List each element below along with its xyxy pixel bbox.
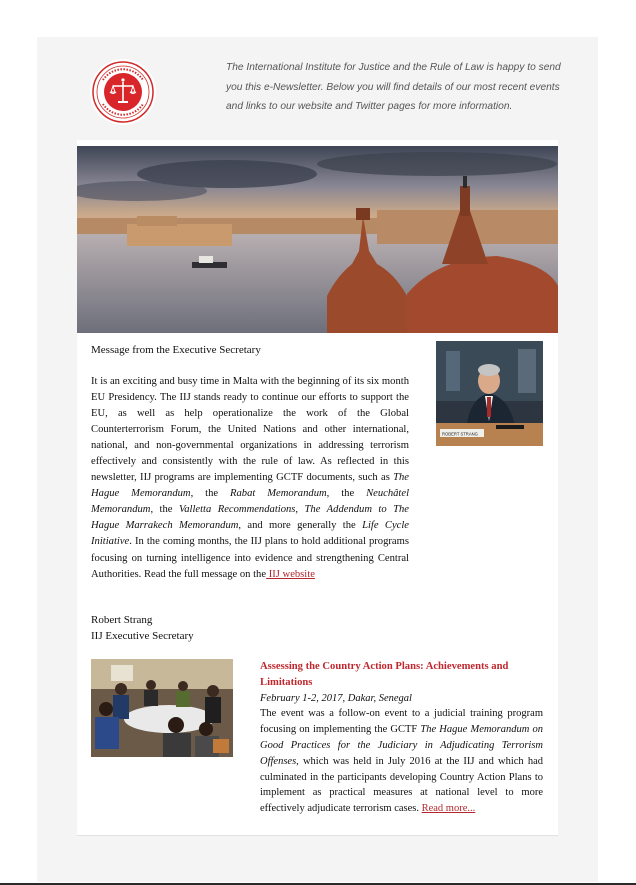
signature <box>91 612 194 644</box>
iij-website-link[interactable]: IIJ website <box>266 568 315 580</box>
doc-hague-memorandum: The Hague Memorandum <box>91 472 409 500</box>
message-sep-5: , and more generally the <box>238 520 363 532</box>
message-sep-2: , the <box>326 488 367 500</box>
doc-addendum-marrakech: The Addendum to The Hague Marrakech Memorandum <box>91 504 410 532</box>
executive-secretary-photo <box>436 341 543 446</box>
event-body <box>260 706 543 817</box>
signature-role: IIJ Executive Secretary <box>91 630 194 642</box>
doc-neuchatel-memorandum: Neuchâtel Memorandum <box>91 488 410 516</box>
malta-harbour-image <box>77 146 558 333</box>
nameplate-text: ROBERT STRANG <box>442 431 478 437</box>
event-block <box>260 659 543 817</box>
doc-life-cycle-initiative: Life Cycle Initiative <box>91 520 409 548</box>
doc-rabat-memorandum: Rabat Memorandum <box>230 488 327 500</box>
event-text-b: , which was held in July 2016 at the IIJ and which had culminated in the participants developing Country Action Plans to implement as practical measures at national level to more effectively adjudicate terrorism cases. <box>260 755 543 815</box>
message-body <box>91 374 409 583</box>
message-title: Message from the Executive Secretary <box>91 344 261 356</box>
event-date: February 1-2, 2017, Dakar, Senegal <box>260 692 412 704</box>
event-doc: The Hague Memorandum on Good Practices for the Judiciary in Adjudicating Terrorism Offenses <box>260 724 544 767</box>
intro-text: The International Institute for Justice and the Rule of Law is happy to send you this e-Newsletter. Below you will find details of our most recent events and links to our website and Twitter pages for more information. <box>226 62 561 112</box>
message-sep-1: , the <box>190 488 230 500</box>
read-more-link[interactable]: Read more... <box>421 803 476 815</box>
message-sep-4: , <box>295 504 305 516</box>
iij-logo[interactable] <box>89 58 157 126</box>
event-text-a: The event was a follow-on event to a judicial training program focusing on implementing the GCTF <box>260 708 543 736</box>
signature-name: Robert Strang <box>91 614 153 626</box>
message-sep-3: , the <box>150 504 179 516</box>
doc-valletta-recommendations: Valletta Recommendations <box>178 504 296 516</box>
message-text-b: . In the coming months, the IIJ plans to hold additional programs focusing on turning intelligence into evidence and strengthening Central Authorities. Read the full message on the <box>91 536 409 580</box>
message-text-a: It is an exciting and busy time in Malta with the beginning of its six month EU Presidency. The IIJ stands ready to continue our efforts to support the EU, as well as help operationalize the work of the Global Counterterrorism Forum, the United Nations and other international, national, and non-governmental organizations in addressing terrorism effectively and consistently with the rule of law. As reflected in this newsletter, IIJ programs are implementing GCTF documents, such as <box>91 376 409 484</box>
dakar-event-photo <box>91 659 233 757</box>
event-title[interactable]: Assessing the Country Action Plans: Achievements and Limitations <box>260 661 509 688</box>
